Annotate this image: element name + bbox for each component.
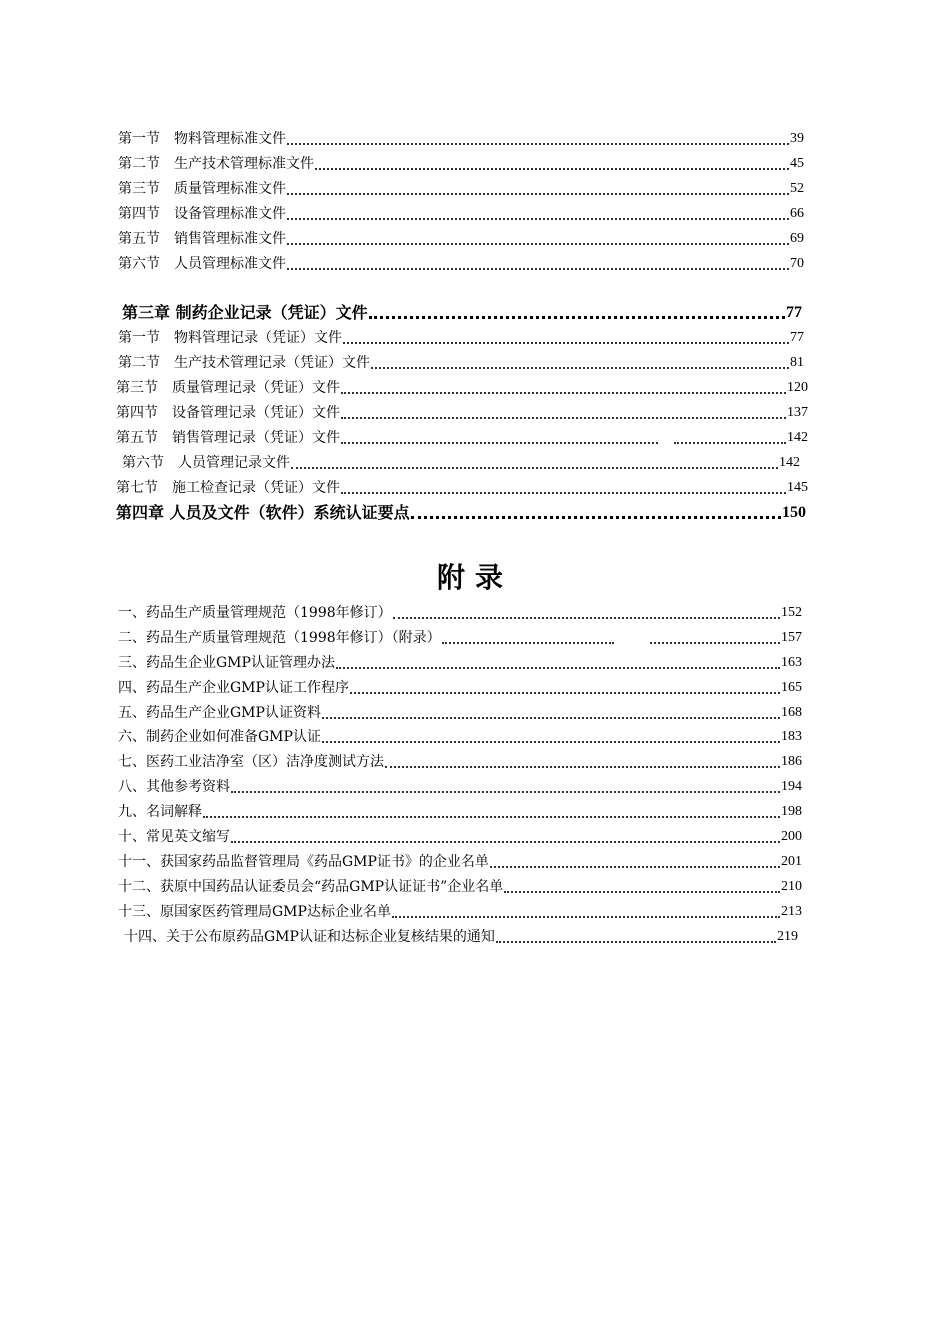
toc-entry-page: 137 [787, 405, 808, 420]
toc-chapter-page: 150 [782, 504, 806, 521]
appendix-entry-page: 165 [781, 680, 802, 695]
dot-leader [231, 791, 780, 793]
dot-leader [231, 841, 780, 843]
toc-chapter-page: 77 [786, 304, 802, 321]
appendix-entry-label: 八、其他参考资料 [118, 779, 230, 795]
appendix-entry-label: 五、药品生产企业GMP认证资料 [118, 705, 321, 721]
dot-leader [442, 642, 614, 644]
dot-leader [490, 866, 780, 868]
appendix-entry[interactable] [118, 874, 802, 896]
toc-entry[interactable] [118, 325, 804, 347]
dot-leader [341, 442, 658, 444]
dot-leader [350, 692, 780, 694]
appendix-entry[interactable] [118, 899, 802, 921]
toc-chapter-label: 第四章 人员及文件（软件）系统认证要点 [116, 503, 410, 522]
toc-entry-page: 120 [787, 380, 808, 395]
appendix-entry-label: 一、药品生产质量管理规范（1998年修订） [118, 605, 392, 621]
toc-entry-page: 142 [787, 430, 808, 445]
toc-entry-label: 第六节 人员管理标准文件 [118, 256, 286, 272]
appendix-entry-page: 219 [777, 929, 798, 944]
toc-entry-page: 69 [790, 231, 804, 246]
toc-entry[interactable] [118, 126, 804, 148]
toc-entry-page: 66 [790, 206, 804, 221]
appendix-entry-page: 198 [781, 804, 802, 819]
appendix-entry[interactable] [118, 824, 802, 846]
dot-leader [287, 218, 789, 220]
dot-leader [650, 642, 780, 644]
appendix-entry-page: 186 [781, 754, 802, 769]
dot-leader [287, 268, 789, 270]
toc-entry-page: 77 [790, 330, 804, 345]
toc-entry-page: 142 [779, 455, 800, 470]
toc-entry[interactable] [118, 226, 804, 248]
dot-leader [411, 516, 781, 519]
toc-entry-label: 第五节 销售管理标准文件 [118, 231, 286, 247]
appendix-entry-label: 三、药品生企业GMP认证管理办法 [118, 655, 335, 671]
toc-entry[interactable] [118, 176, 804, 198]
dot-leader [369, 316, 785, 319]
dot-leader [496, 941, 776, 943]
toc-entry-page: 81 [790, 355, 804, 370]
appendix-entry[interactable] [118, 675, 802, 697]
toc-entry-label: 第五节 销售管理记录（凭证）文件 [116, 430, 340, 446]
toc-entry[interactable] [116, 425, 808, 447]
appendix-entry[interactable] [124, 924, 798, 946]
dot-leader [287, 143, 789, 145]
dot-leader [385, 766, 780, 768]
appendix-entry-label: 七、医药工业洁净室（区）洁净度测试方法 [118, 754, 384, 770]
appendix-entry-page: 152 [781, 605, 802, 620]
dot-leader [287, 193, 789, 195]
appendix-entry-page: 210 [781, 879, 802, 894]
dot-leader [674, 442, 786, 444]
toc-entry-label: 第四节 设备管理记录（凭证）文件 [116, 405, 340, 421]
appendix-entry-label: 二、药品生产质量管理规范（1998年修订）（附录） [118, 630, 441, 646]
appendix-entry[interactable] [118, 849, 802, 871]
toc-chapter-entry[interactable] [122, 300, 802, 322]
toc-entry-label: 第一节 物料管理标准文件 [118, 131, 286, 147]
appendix-entry-label: 十、常见英文缩写 [118, 829, 230, 845]
toc-entry-page: 70 [790, 256, 804, 271]
appendix-entry[interactable] [118, 600, 802, 622]
toc-chapter-label: 第三章 制药企业记录（凭证）文件 [122, 303, 368, 322]
toc-entry-label: 第二节 生产技术管理标准文件 [118, 156, 314, 172]
dot-leader [291, 467, 778, 469]
appendix-entry-label: 六、制药企业如何准备GMP认证 [118, 729, 321, 745]
dot-leader [336, 667, 780, 669]
toc-entry-page: 45 [790, 156, 804, 171]
appendix-entry-label: 十四、关于公布原药品GMP认证和达标企业复核结果的通知 [124, 929, 495, 945]
appendix-entry-page: 213 [781, 904, 802, 919]
dot-leader [341, 392, 786, 394]
toc-entry[interactable] [118, 350, 804, 372]
toc-entry[interactable] [118, 151, 804, 173]
toc-entry-page: 39 [790, 131, 804, 146]
dot-leader [371, 367, 789, 369]
dot-leader [393, 617, 780, 619]
appendix-entry[interactable] [118, 700, 802, 722]
toc-entry-label: 第二节 生产技术管理记录（凭证）文件 [118, 355, 370, 371]
appendix-entry-page: 194 [781, 779, 802, 794]
appendix-entry-page: 183 [781, 729, 802, 744]
toc-entry-label: 第四节 设备管理标准文件 [118, 206, 286, 222]
toc-entry-page: 145 [787, 480, 808, 495]
toc-entry-label: 第三节 质量管理记录（凭证）文件 [116, 380, 340, 396]
appendix-entry-label: 九、名词解释 [118, 804, 202, 820]
toc-entry[interactable] [116, 375, 808, 397]
appendix-title: 附录 [436, 561, 513, 594]
dot-leader [343, 342, 789, 344]
appendix-entry-page: 163 [781, 655, 802, 670]
toc-chapter-entry[interactable] [116, 500, 806, 522]
toc-entry[interactable] [116, 400, 808, 422]
appendix-entry-page: 157 [781, 630, 802, 645]
dot-leader [322, 741, 780, 743]
appendix-entry-label: 十一、获国家药品监督管理局《药品GMP证书》的企业名单 [118, 854, 489, 870]
appendix-entry-label: 十三、原国家医药管理局GMP达标企业名单 [118, 904, 391, 920]
dot-leader [341, 492, 786, 494]
appendix-entry-page: 200 [781, 829, 802, 844]
toc-entry-label: 第三节 质量管理标准文件 [118, 181, 286, 197]
appendix-entry-label: 四、药品生产企业GMP认证工作程序 [118, 680, 349, 696]
appendix-entry[interactable] [118, 650, 802, 672]
toc-entry[interactable] [118, 251, 804, 273]
dot-leader [504, 891, 780, 893]
appendix-entry[interactable] [118, 749, 802, 771]
appendix-entry[interactable] [118, 625, 802, 647]
toc-entry[interactable] [116, 475, 808, 497]
dot-leader [203, 816, 780, 818]
toc-entry-label: 第一节 物料管理记录（凭证）文件 [118, 330, 342, 346]
appendix-entry[interactable] [118, 724, 802, 746]
toc-entry-label: 第六节 人员管理记录文件 [122, 455, 290, 471]
toc-entry-page: 52 [790, 181, 804, 196]
appendix-entry[interactable] [118, 799, 802, 821]
appendix-entry-page: 168 [781, 705, 802, 720]
toc-entry[interactable] [122, 450, 800, 472]
dot-leader [287, 243, 789, 245]
dot-leader [392, 916, 780, 918]
appendix-entry[interactable] [118, 774, 802, 796]
dot-leader [341, 417, 786, 419]
toc-entry[interactable] [118, 201, 804, 223]
appendix-entry-page: 201 [781, 854, 802, 869]
dot-leader [322, 717, 780, 719]
appendix-entry-label: 十二、获原中国药品认证委员会“药品GMP认证证书”企业名单 [118, 879, 504, 895]
dot-leader [315, 168, 789, 170]
toc-entry-label: 第七节 施工检查记录（凭证）文件 [116, 480, 340, 496]
